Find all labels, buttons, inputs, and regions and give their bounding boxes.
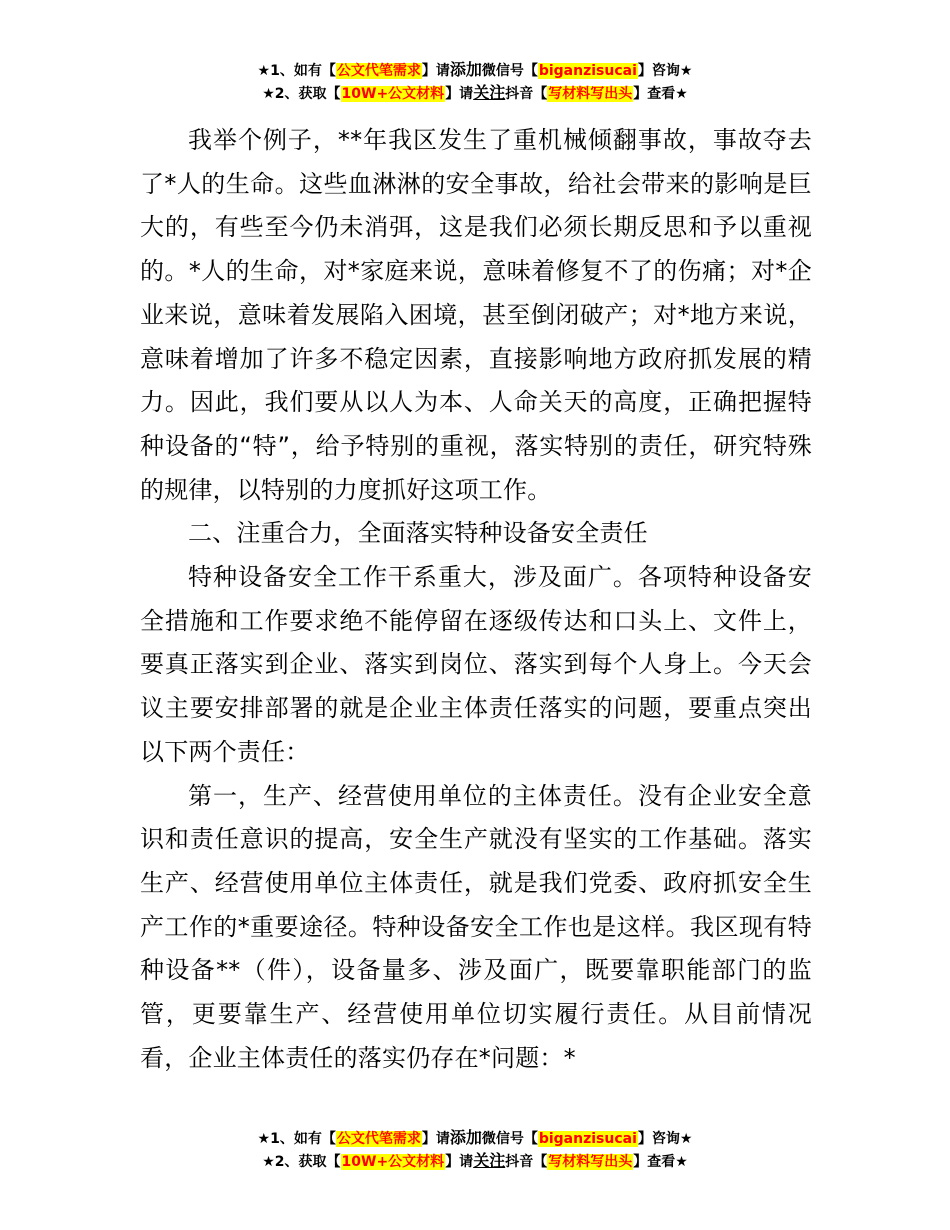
body-paragraph: 我举个例子，**年我区发生了重机械倾翻事故，事故夺去了*人的生命。这些血淋淋的安全事故，给社会带来的影响是巨大的，有些至今仍未消弭，这是我们必须长期反思和予以重视的。*人的生命，对*家庭来说，意味着修复不了的伤痛；对*企业来说，意味着发展陷入困境，甚至倒闭破产；对*地方来说，意味着增加了许多不稳定因素，直接影响地方政府抓发展的精力。因此，我们要从以人为本、人命关天的高度，正确把握特种设备的“特”，给予特别的重视，落实特别的责任，研究特殊的规律，以特别的力度抓好这项工作。 — [140, 126, 812, 504]
ad-text: 微信号【 — [481, 1131, 538, 1147]
ad-highlight: 10W+公文材料 — [341, 1154, 445, 1170]
footer-ad-line-2 — [0, 1150, 950, 1173]
ad-text: 】咨询★ — [637, 1131, 693, 1147]
ad-highlight: 公文代笔需求 — [336, 63, 421, 79]
section-heading: 二、注重合力，全面落实特种设备安全责任 — [188, 519, 648, 548]
ad-text: 】请 — [445, 1154, 474, 1170]
body-paragraph: 第一，生产、经营使用单位的主体责任。没有企业安全意识和责任意识的提高，安全生产就没有坚实的工作基础。落实生产、经营使用单位主体责任，就是我们党委、政府抓安全生产工作的*重要途径。特种设备安全工作也是这样。我区现有特种设备**（件），设备量多、涉及面广，既要靠职能部门的监管，更要靠生产、经营使用单位切实履行责任。从目前情况看，企业主体责任的落实仍存在*问题：* — [140, 781, 812, 1072]
header-ad-line-1 — [0, 59, 950, 82]
header-ad-line-2 — [0, 82, 950, 105]
ad-text: ★2、获取【 — [262, 1154, 341, 1170]
ad-text: 抖音【 — [505, 1154, 548, 1170]
ad-wechat-id: biganzisucai — [538, 1131, 637, 1147]
footer-ad-line-1 — [0, 1127, 950, 1150]
footer-ad — [0, 1127, 950, 1173]
ad-emphasis: 添加 — [449, 60, 482, 79]
ad-wechat-id: biganzisucai — [538, 63, 637, 79]
ad-highlight: 公文代笔需求 — [336, 1131, 421, 1147]
ad-emphasis: 关注 — [473, 83, 506, 102]
ad-text: 】查看★ — [633, 86, 688, 102]
ad-douyin-id: 写材料写出头 — [548, 1154, 633, 1170]
ad-text: 】咨询★ — [637, 63, 693, 79]
ad-text: 】请 — [421, 1131, 450, 1147]
ad-text: ★1、如有【 — [257, 1131, 336, 1147]
ad-highlight: 10W+公文材料 — [341, 86, 445, 102]
ad-douyin-id: 写材料写出头 — [548, 86, 633, 102]
header-ad — [0, 59, 950, 105]
ad-emphasis: 关注 — [473, 1151, 506, 1170]
ad-text: 】请 — [445, 86, 474, 102]
ad-emphasis: 添加 — [449, 1128, 482, 1147]
ad-text: ★1、如有【 — [257, 63, 336, 79]
body-paragraph: 特种设备安全工作干系重大，涉及面广。各项特种设备安全措施和工作要求绝不能停留在逐级传达和口头上、文件上，要真正落实到企业、落实到岗位、落实到每个人身上。今天会议主要安排部署的就是企业主体责任落实的问题，要重点突出以下两个责任： — [140, 563, 812, 766]
ad-text: 】查看★ — [633, 1154, 688, 1170]
ad-text: 】请 — [421, 63, 450, 79]
ad-text: ★2、获取【 — [262, 86, 341, 102]
ad-text: 抖音【 — [505, 86, 548, 102]
document-body — [140, 119, 812, 1080]
ad-text: 微信号【 — [481, 63, 538, 79]
